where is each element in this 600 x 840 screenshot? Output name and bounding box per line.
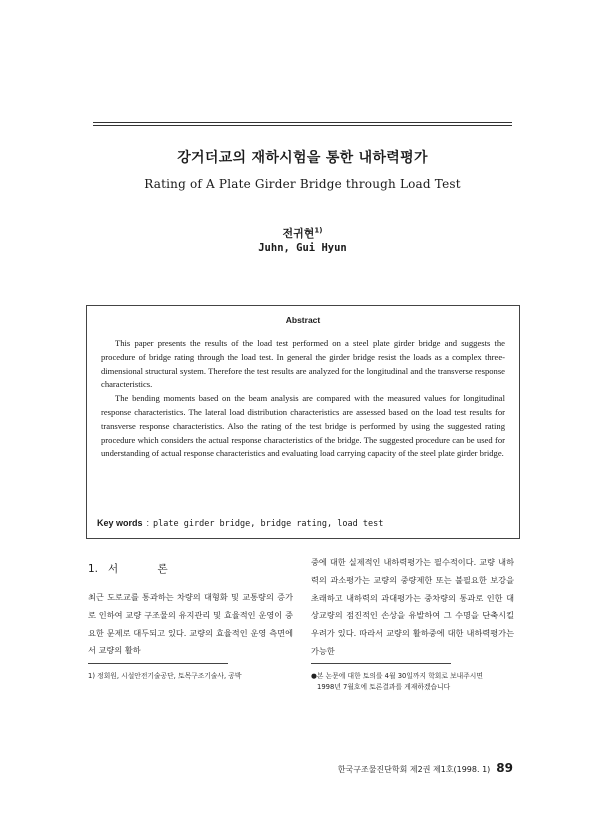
header-rule-top	[93, 122, 512, 123]
header-rule-bottom	[93, 125, 512, 126]
abstract-box	[86, 305, 520, 539]
footnote-rule-left	[88, 663, 228, 664]
keywords-line	[97, 518, 383, 529]
section-title: 서 론	[108, 563, 186, 575]
body-column-right: 중에 대한 실제적인 내하력평가는 필수적이다. 교량 내하력의 과소평가는 교량의 중량제한 또는 불필요한 보강을 초래하고 내하력의 과대평가는 중차량의 통과로 인한 대상교량의 점진적인 손상을 유발하여 그 수명을 단축시킬 우려가 있다. 따라서 교량의 활하중에 대한 내하력평가는 가능한	[311, 557, 514, 656]
author-english: Juhn, Gui Hyun	[258, 242, 347, 254]
author-korean	[93, 225, 512, 241]
keywords-text: plate girder bridge, bridge rating, load test	[153, 519, 384, 529]
abstract-heading: Abstract	[285, 315, 321, 325]
footnote-right	[311, 671, 516, 693]
section-heading	[88, 561, 186, 576]
footnote-rule-right	[311, 663, 451, 664]
journal-citation: 한국구조물진단학회 제2권 제1호(1998. 1)	[337, 765, 491, 774]
title-english: Rating of A Plate Girder Bridge through Load Test	[144, 177, 461, 191]
keywords-label: Key words	[97, 518, 143, 528]
abstract-body	[101, 337, 505, 461]
page-footer	[338, 761, 513, 775]
author-name-ko: 전귀현	[282, 227, 315, 240]
footnote-right-line: ●본 논문에 대한 토의를 4월 30일까지 학회로 보내주시면	[311, 672, 483, 680]
author-footnote-mark: 1)	[314, 226, 323, 235]
abstract-paragraph: The bending moments based on the beam analysis are compared with the measured values for longitudinal response characteristics. The lateral load distribution characteristics are assessed based on the load test results for transverse response characteristics. Also the rating of the test bridge is performed by using the suggested rating procedure which considers the actual response characteristics of the bridge. The suggested procedure can be used for understanding of actual response characteristics and evaluating load carrying capacity of the steel plate girder bridge.	[101, 393, 505, 459]
footnote-left: 1) 정회원, 시설안전기술공단, 토목구조기술사, 공박	[88, 672, 242, 680]
abstract-paragraph: This paper presents the results of the load test performed on a steel plate girder bridge and suggests the procedure of bridge rating through the load test. In general the girder bridge resist the loads as a complex three-dimensional structural system. Therefore the test results are analyzed for the longitudinal and the transverse response characteristics.	[101, 338, 505, 390]
title-korean: 강거더교의 재하시험을 통한 내하력평가	[177, 150, 428, 166]
body-column-left: 최근 도로교를 통과하는 차량의 대형화 및 교통량의 증가로 인하여 교량 구조물의 유지관리 및 효율적인 운영이 중요한 문제로 대두되고 있다. 교량의 효율적인 운영 측면에서 교량의 활하	[88, 592, 293, 656]
footnote-right-line: 1998년 7월호에 토론결과를 게재하겠습니다	[317, 683, 451, 691]
section-number: 1.	[88, 563, 99, 575]
keywords-separator: :	[146, 518, 150, 528]
page-number: 89	[496, 761, 513, 775]
